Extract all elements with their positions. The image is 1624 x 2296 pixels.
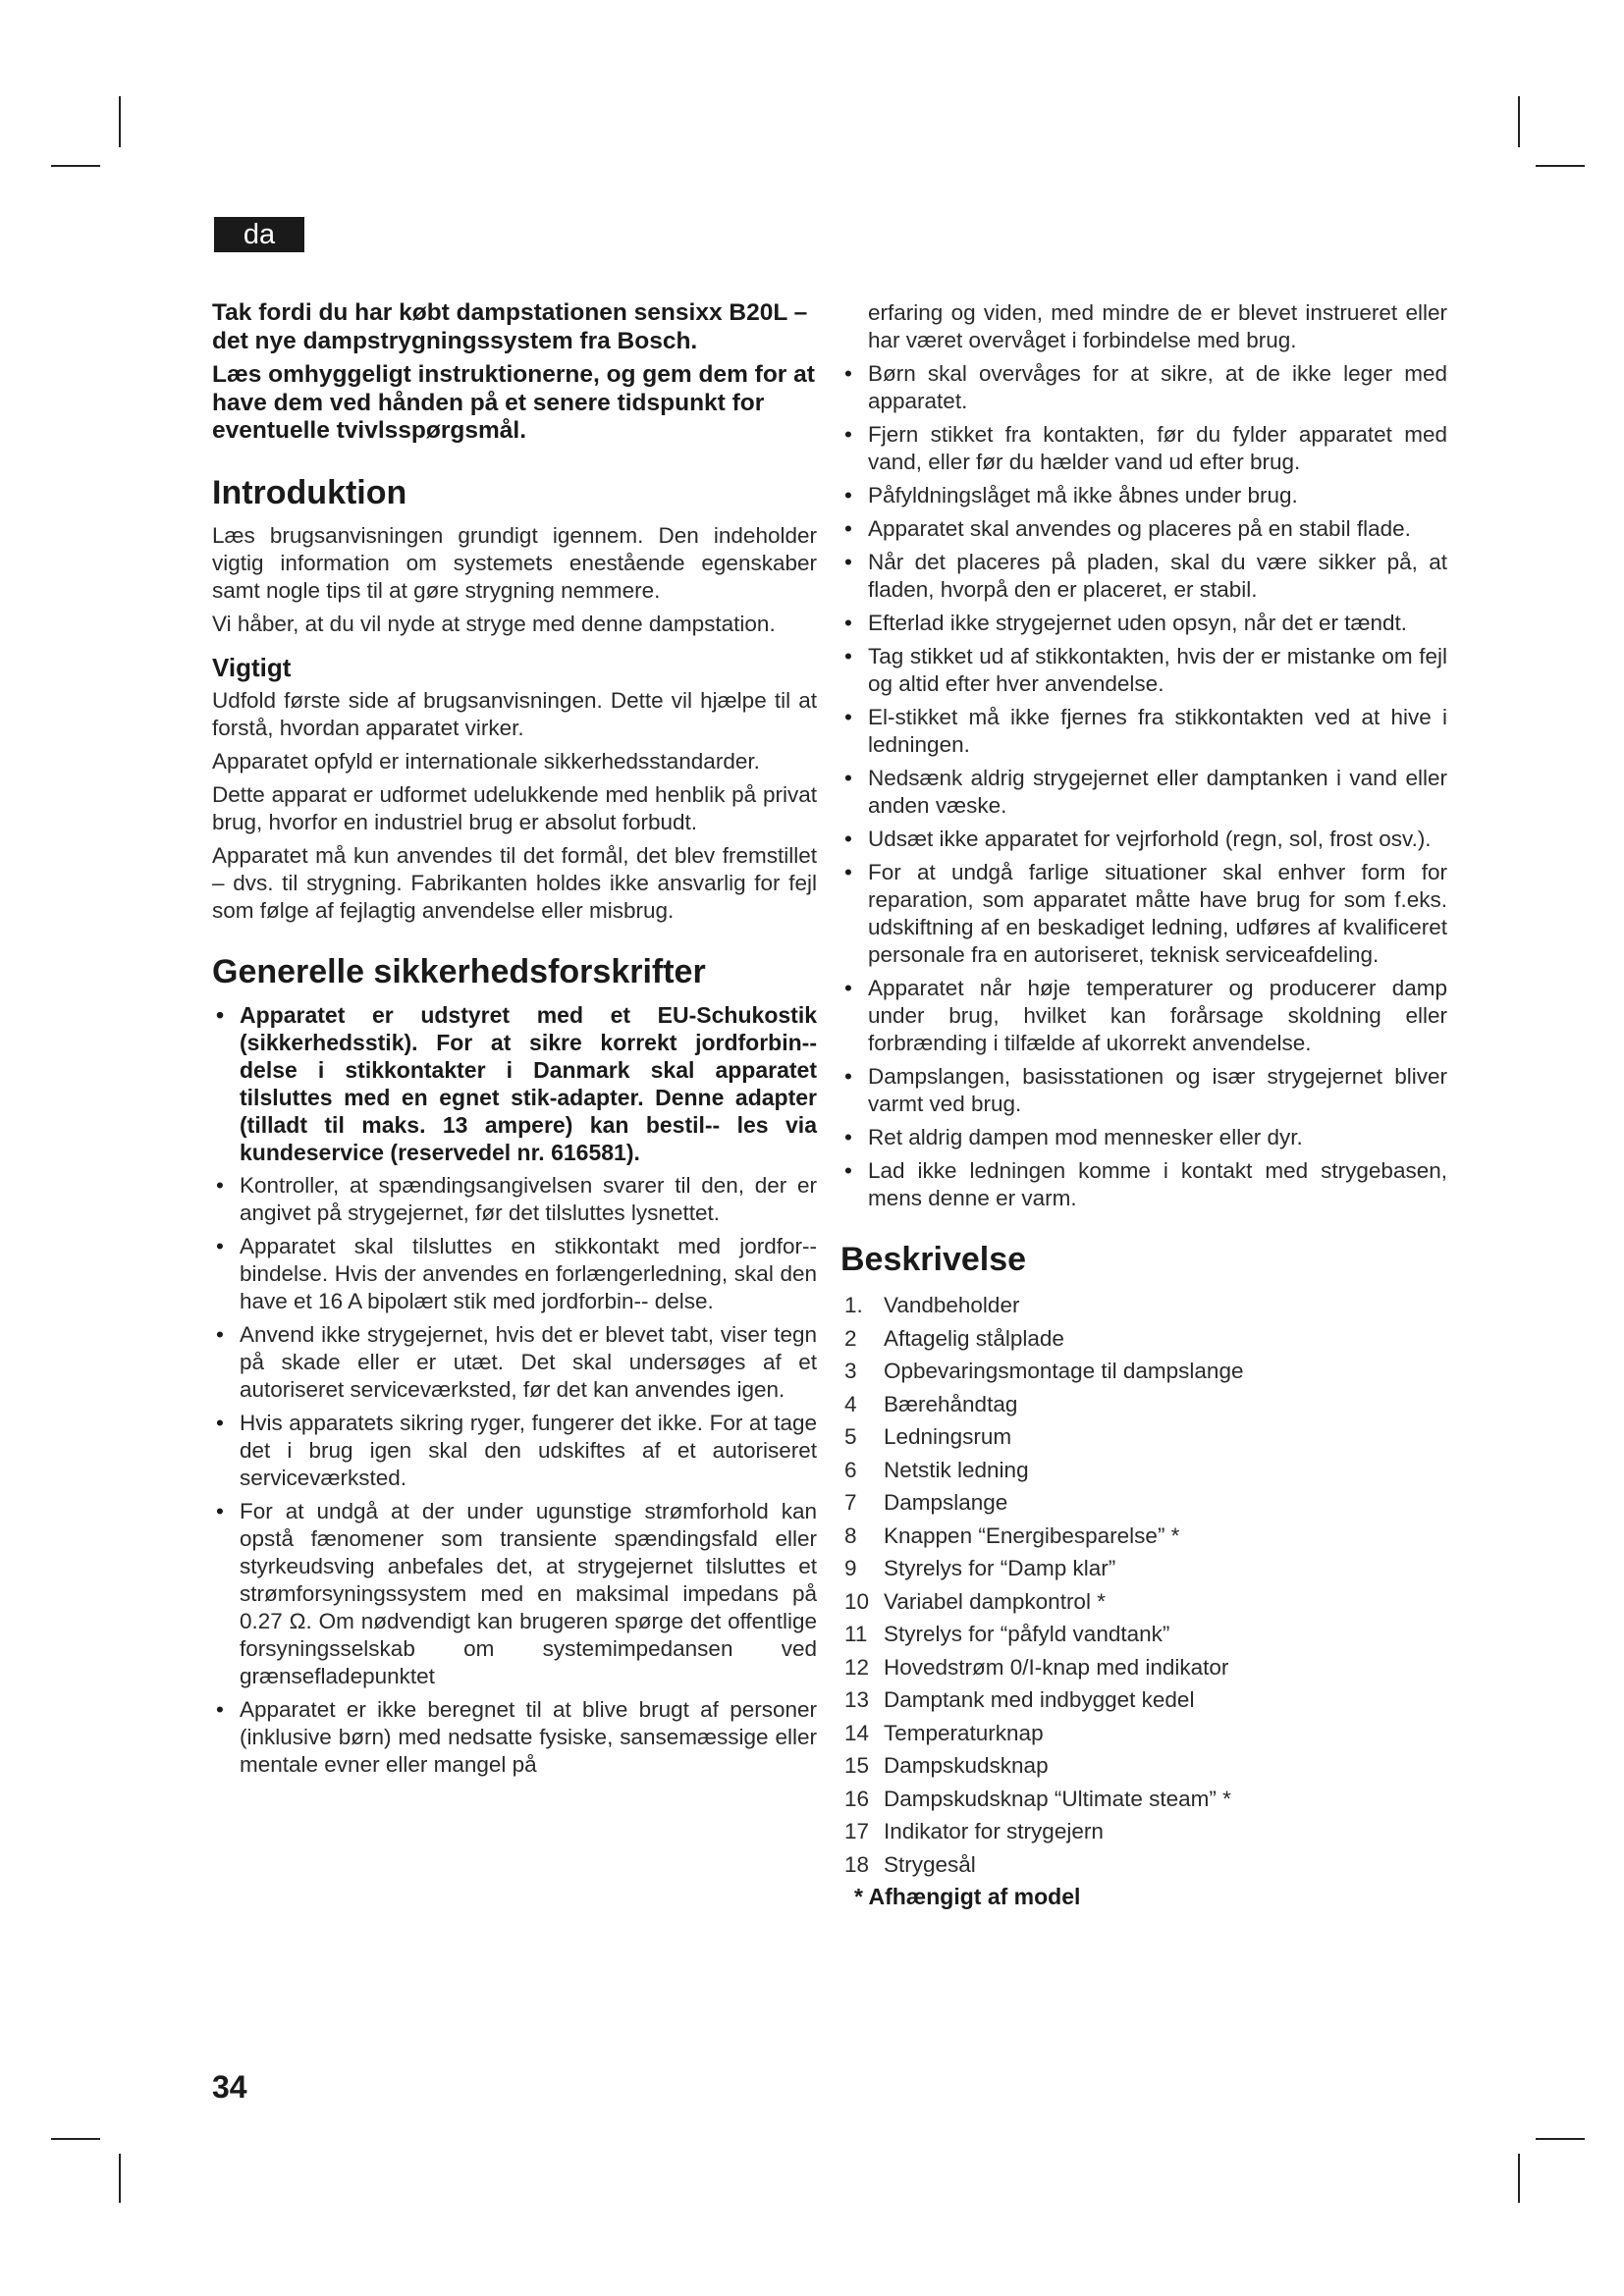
description-item-text: Netstik ledning xyxy=(884,1457,1029,1482)
description-item-text: Bærehåndtag xyxy=(884,1391,1018,1416)
description-item-number: 12 xyxy=(844,1654,870,1680)
safety-bullet: • Udsæt ikke apparatet for vejrforhold (regn, sol, frost osv.). xyxy=(840,826,1447,853)
description-item-text: Vandbeholder xyxy=(884,1293,1020,1317)
description-item xyxy=(840,1454,1447,1487)
description-item xyxy=(840,1783,1447,1816)
safety-bullet: • Apparatet skal tilsluttes en stikkontakt med jordfor-- bindelse. Hvis der anvendes en forlængerledning, skal den have et 16 A bipolært stik med jordforbin-- delse. xyxy=(212,1233,817,1315)
description-item-text: Aftagelig stålplade xyxy=(884,1325,1064,1351)
description-item-text: Temperaturknap xyxy=(884,1720,1044,1745)
crop-mark xyxy=(1518,2154,1520,2203)
safety-bullet: • Ret aldrig dampen mod mennesker eller dyr. xyxy=(840,1124,1447,1151)
description-item-text: Dampslange xyxy=(884,1490,1008,1515)
description-item-number: 18 xyxy=(844,1851,870,1877)
vigtigt-paragraph: Udfold første side af brugsanvisningen. Dette vil hjælpe til at forstå, hvordan apparatet virker. xyxy=(212,687,817,740)
safety-bullet: • For at undgå at der under ugunstige strømforhold kan opstå fænomener som transiente spændingsfald eller styrkeudsving anbefales det, at strygejernet tilsluttes et strømforsyningssystem med en maksimal impedans på 0.27 Ω. Om nødvendigt kan brugeren spørge det offentlige forsyningsselskab om systemimpedansen ved grænsefladepunktet xyxy=(212,1498,817,1690)
safety-bullet: • Apparatet når høje temperaturer og producerer damp under brug, hvilket kan forårsage skoldning eller forbrænding i tilfælde af ukorrekt anvendelse. xyxy=(840,975,1447,1057)
description-item-text: Dampskudsknap “Ultimate steam” * xyxy=(884,1786,1231,1811)
description-item-number: 3 xyxy=(844,1359,857,1383)
description-item-text: Knappen “Energibesparelse” * xyxy=(884,1522,1180,1548)
description-item xyxy=(840,1420,1447,1454)
safety-bullet: • Tag stikket ud af stikkontakten, hvis der er mistanke om fejl og altid efter hver anvendelse. xyxy=(840,643,1447,698)
right-column xyxy=(840,299,1447,1912)
description-item xyxy=(840,1683,1447,1717)
safety-bullet: • Kontroller, at spændingsangivelsen svarer til den, der er angivet på strygejernet, før det tilsluttes lysnettet. xyxy=(212,1172,817,1227)
heading-vigtigt: Vigtigt xyxy=(212,652,292,682)
safety-continuation: erfaring og viden, med mindre de er blevet instrueret eller har været overvåget i forbindelse med brug. xyxy=(868,300,1447,352)
intro-read-instructions: Læs omhyggeligt instruktionerne, og gem dem for at have dem ved hånden på et senere tidspunkt for eventuelle tvivlsspørgsmål. xyxy=(212,361,815,444)
crop-mark xyxy=(51,2138,100,2140)
safety-bullet: • Efterlad ikke strygejernet uden opsyn, når det er tændt. xyxy=(840,610,1447,637)
description-item-text: Styrelys for “Damp klar” xyxy=(884,1556,1116,1580)
safety-bullet: • For at undgå farlige situationer skal enhver form for reparation, som apparatet måtte have brug for som f.eks. udskiftning af en beskadiget ledning, udføres af kvalificeret personale fra en autoriseret, teknisk serviceafdeling. xyxy=(840,859,1447,969)
heading-safety: Generelle sikkerhedsforskrifter xyxy=(212,952,706,990)
description-list xyxy=(840,1289,1447,1881)
description-item-text: Opbevaringsmontage til dampslange xyxy=(884,1359,1244,1383)
description-item-number: 2 xyxy=(844,1325,857,1351)
description-item xyxy=(840,1289,1447,1322)
description-item xyxy=(840,1618,1447,1651)
left-column xyxy=(212,299,817,1785)
description-item-text: Ledningsrum xyxy=(884,1424,1012,1449)
description-item-number: 7 xyxy=(844,1490,857,1515)
safety-bullet: • Påfyldningslåget må ikke åbnes under brug. xyxy=(840,482,1447,509)
vigtigt-paragraph: Apparatet opfyld er internationale sikkerhedsstandarder. xyxy=(212,748,760,774)
description-item-number: 5 xyxy=(844,1424,857,1449)
description-item xyxy=(840,1815,1447,1848)
description-item-number: 17 xyxy=(844,1819,870,1843)
description-item xyxy=(840,1322,1447,1356)
description-item xyxy=(840,1651,1447,1684)
safety-bullet: • El-stikket må ikke fjernes fra stikkontakten ved at hive i ledningen. xyxy=(840,704,1447,759)
crop-mark xyxy=(1518,96,1520,147)
description-item-number: 10 xyxy=(844,1588,870,1614)
safety-bullet-bold: • Apparatet er udstyret med et EU-Schukostik (sikkerhedsstik). For at sikre korrekt jordforbin-- delse i stikkontakter i Danmark skal apparatet tilsluttes med en egnet stik-adapter. Denne adapter (tilladt til maks. 13 ampere) kan bestil-- les via kundeservice (reservedel nr. 616581). xyxy=(212,1001,817,1166)
description-item xyxy=(840,1388,1447,1421)
safety-bullet: • Børn skal overvåges for at sikre, at de ikke leger med apparatet. xyxy=(840,360,1447,415)
description-item xyxy=(840,1749,1447,1783)
description-item xyxy=(840,1717,1447,1750)
crop-mark xyxy=(1536,165,1585,167)
description-item xyxy=(840,1848,1447,1882)
description-item-number: 6 xyxy=(844,1457,857,1482)
language-tag: da xyxy=(214,217,304,252)
heading-introduktion: Introduktion xyxy=(212,473,407,511)
introduktion-paragraph: Vi håber, at du vil nyde at stryge med denne dampstation. xyxy=(212,611,776,636)
description-item-number: 11 xyxy=(844,1622,868,1646)
description-item-text: Styrelys for “påfyld vandtank” xyxy=(884,1622,1170,1646)
safety-bullet: • Anvend ikke strygejernet, hvis det er blevet tabt, viser tegn på skade eller er utæt. Det skal undersøges af et autoriseret serviceværksted, før det kan anvendes igen. xyxy=(212,1321,817,1404)
description-item-text: Hovedstrøm 0/I-knap med indikator xyxy=(884,1654,1229,1680)
safety-bullet: • Nedsænk aldrig strygejernet eller damptanken i vand eller anden væske. xyxy=(840,765,1447,820)
description-item-number: 14 xyxy=(844,1720,870,1745)
safety-bullet: • Hvis apparatets sikring ryger, fungerer det ikke. For at tage det i brug igen skal den udskiftes af et autoriseret serviceværksted. xyxy=(212,1410,817,1492)
description-item-number: 13 xyxy=(844,1687,870,1712)
intro-thanks: Tak fordi du har købt dampstationen sensixx B20L – det nye dampstrygningssystem fra Bosch. xyxy=(212,299,808,354)
safety-bullet: • Apparatet er ikke beregnet til at blive brugt af personer (inklusive børn) med nedsatte fysiske, sansemæssige eller mentale evner eller mangel på xyxy=(212,1696,817,1779)
page-number: 34 xyxy=(212,2069,247,2105)
crop-mark xyxy=(119,2154,121,2203)
description-item-number: 9 xyxy=(844,1556,857,1580)
description-item xyxy=(840,1552,1447,1585)
description-item-number: 15 xyxy=(844,1753,870,1778)
crop-mark xyxy=(1536,2138,1585,2140)
safety-bullet: • Når det placeres på pladen, skal du være sikker på, at fladen, hvorpå den er placeret, er stabil. xyxy=(840,549,1447,604)
description-item xyxy=(840,1486,1447,1520)
safety-bullet: • Fjern stikket fra kontakten, før du fylder apparatet med vand, eller før du hælder vand ud efter brug. xyxy=(840,421,1447,476)
description-item-number: 16 xyxy=(844,1786,870,1811)
description-item xyxy=(840,1520,1447,1553)
description-item-number: 8 xyxy=(844,1522,857,1548)
description-item xyxy=(840,1585,1447,1619)
footnote: * Afhængigt af model xyxy=(854,1884,1081,1909)
safety-bullet: • Lad ikke ledningen komme i kontakt med strygebasen, mens denne er varm. xyxy=(840,1157,1447,1212)
description-item-text: Dampskudsknap xyxy=(884,1753,1049,1778)
safety-bullet: • Apparatet skal anvendes og placeres på en stabil flade. xyxy=(840,515,1447,543)
description-item-number: 1. xyxy=(844,1293,863,1317)
safety-list-right xyxy=(840,360,1447,1212)
heading-beskrivelse: Beskrivelse xyxy=(840,1241,1027,1278)
description-item-text: Indikator for strygejern xyxy=(884,1819,1104,1843)
description-item-text: Strygesål xyxy=(884,1851,976,1877)
description-item-number: 4 xyxy=(844,1391,857,1416)
crop-mark xyxy=(119,96,121,147)
introduktion-paragraph: Læs brugsanvisningen grundigt igennem. Den indeholder vigtig information om systemets enestående egenskaber samt nogle tips til at gøre strygning nemmere. xyxy=(212,522,817,603)
description-item-text: Damptank med indbygget kedel xyxy=(884,1687,1195,1712)
vigtigt-paragraph: Apparatet må kun anvendes til det formål, det blev fremstillet – dvs. til strygning. Fabrikanten holdes ikke ansvarlig for fejl som følge af fejlagtig anvendelse eller misbrug. xyxy=(212,842,817,923)
description-item xyxy=(840,1355,1447,1388)
safety-bullet: • Dampslangen, basisstationen og især strygejernet bliver varmt ved brug. xyxy=(840,1063,1447,1118)
vigtigt-paragraph: Dette apparat er udformet udelukkende med henblik på privat brug, hvorfor en industriel brug er absolut forbudt. xyxy=(212,781,817,834)
description-item-text: Variabel dampkontrol * xyxy=(884,1588,1106,1614)
safety-list-left xyxy=(212,1001,817,1779)
crop-mark xyxy=(51,165,100,167)
